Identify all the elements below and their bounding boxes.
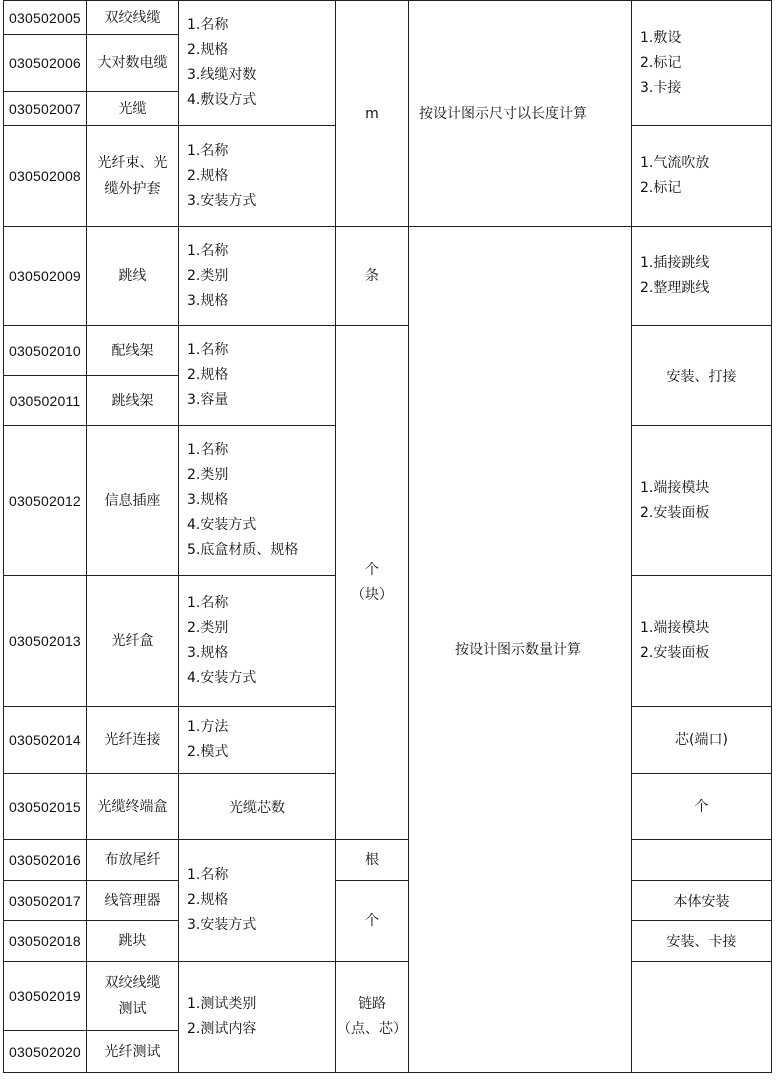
item-code: 030502013 xyxy=(4,576,87,707)
table-row xyxy=(4,227,772,326)
item-code: 030502016 xyxy=(4,840,87,881)
item-features: 光缆芯数 xyxy=(179,774,336,840)
item-features xyxy=(179,126,336,227)
item-code: 030502017 xyxy=(4,881,87,921)
item-code: 030502019 xyxy=(4,962,87,1031)
feature-line: 3.线缆对数 xyxy=(187,67,257,83)
item-code: 030502008 xyxy=(4,126,87,227)
item-code: 030502005 xyxy=(4,1,87,35)
item-name: 光纤测试 xyxy=(87,1031,179,1073)
item-name: 大对数电缆 xyxy=(87,35,179,92)
table-row xyxy=(4,881,772,921)
work-line: 2.安装面板 xyxy=(640,645,710,661)
item-name: 双绞线缆 xyxy=(87,1,179,35)
feature-line: 2.类别 xyxy=(187,620,229,636)
feature-line: 5.底盒材质、规格 xyxy=(187,542,299,558)
item-features xyxy=(179,840,336,962)
calc-rule-empty xyxy=(632,962,772,1073)
work-line: 1.端接模块 xyxy=(640,479,710,496)
feature-line: 3.规格 xyxy=(187,645,229,661)
unit-cell xyxy=(336,326,409,840)
unit-cell: 个 xyxy=(632,774,772,840)
work-line: 3.卡接 xyxy=(640,79,682,96)
item-code: 030502009 xyxy=(4,227,87,326)
item-features xyxy=(179,227,336,326)
work-line: 2.标记 xyxy=(640,54,682,71)
unit-line: 链路 xyxy=(358,996,386,1012)
work-line: 1.端接模块 xyxy=(640,620,710,636)
feature-line: 2.规格 xyxy=(187,892,229,908)
item-name: 跳块 xyxy=(87,921,179,962)
table-row xyxy=(4,840,772,881)
item-features xyxy=(179,426,336,576)
table-row xyxy=(4,962,772,1031)
feature-line: 3.容量 xyxy=(187,392,229,408)
feature-line: 3.安装方式 xyxy=(187,917,257,933)
item-code: 030502006 xyxy=(4,35,87,92)
item-name: 光缆终端盒 xyxy=(87,774,179,840)
unit-line: （块） xyxy=(351,586,393,603)
item-name: 跳线架 xyxy=(87,376,179,426)
item-name: 布放尾纤 xyxy=(87,840,179,881)
item-features xyxy=(179,962,336,1073)
feature-line: 2.模式 xyxy=(187,744,229,760)
work-content xyxy=(632,426,772,576)
item-code: 030502020 xyxy=(4,1031,87,1073)
item-code: 030502007 xyxy=(4,92,87,126)
item-name: 跳线 xyxy=(87,227,179,326)
work-content: 本体安装 xyxy=(632,881,772,921)
item-name: 光纤束、光缆外护套 xyxy=(87,126,179,227)
feature-line: 2.类别 xyxy=(187,267,229,284)
unit-cell xyxy=(336,962,409,1073)
unit-cell: m xyxy=(336,1,409,227)
item-name: 信息插座 xyxy=(87,426,179,576)
item-code: 030502011 xyxy=(4,376,87,426)
item-name: 双绞线缆测试 xyxy=(87,962,179,1031)
work-content xyxy=(632,126,772,227)
unit-line: （点、芯） xyxy=(337,1021,407,1037)
item-code: 030502012 xyxy=(4,426,87,576)
feature-line: 3.安装方式 xyxy=(187,192,257,209)
work-content xyxy=(632,576,772,707)
item-features xyxy=(179,576,336,707)
item-code: 030502015 xyxy=(4,774,87,840)
item-features xyxy=(179,1,336,126)
item-name: 光纤盒 xyxy=(87,576,179,707)
table-row xyxy=(4,1,772,35)
item-name: 光纤连接 xyxy=(87,707,179,774)
feature-line: 1.测试类别 xyxy=(187,996,257,1012)
work-line: 1.气流吹放 xyxy=(640,155,710,171)
unit-cell: 个 xyxy=(336,881,409,962)
feature-line: 4.安装方式 xyxy=(187,517,257,533)
work-content: 安装、打接 xyxy=(632,326,772,426)
feature-line: 1.方法 xyxy=(187,719,229,735)
feature-line: 1.名称 xyxy=(187,867,229,883)
feature-line: 4.敷设方式 xyxy=(187,92,257,108)
table-row xyxy=(4,326,772,376)
item-code: 030502018 xyxy=(4,921,87,962)
work-line: 2.安装面板 xyxy=(640,504,710,521)
calc-rule: 按设计图示数量计算 xyxy=(409,227,632,1073)
work-content xyxy=(632,227,772,326)
item-name: 配线架 xyxy=(87,326,179,376)
feature-line: 1.名称 xyxy=(187,595,229,611)
item-name: 光缆 xyxy=(87,92,179,126)
feature-line: 2.规格 xyxy=(187,42,229,58)
feature-line: 3.规格 xyxy=(187,492,229,508)
work-line: 2.标记 xyxy=(640,180,682,196)
feature-line: 1.名称 xyxy=(187,442,229,458)
calc-rule: 按设计图示尺寸以长度计算 xyxy=(409,1,632,227)
work-content: 安装、卡接 xyxy=(632,921,772,962)
item-features xyxy=(179,326,336,426)
unit-line: 个 xyxy=(365,561,379,578)
item-features xyxy=(179,707,336,774)
work-line: 2.整理跳线 xyxy=(640,280,710,296)
feature-line: 1.名称 xyxy=(187,17,229,33)
feature-line: 2.规格 xyxy=(187,167,229,184)
unit-cell: 条 xyxy=(336,227,409,326)
unit-cell: 芯(端口) xyxy=(632,707,772,774)
feature-line: 4.安装方式 xyxy=(187,670,257,686)
feature-line: 2.测试内容 xyxy=(187,1021,257,1037)
work-line: 1.敷设 xyxy=(640,29,682,46)
feature-line: 1.名称 xyxy=(187,142,229,159)
quota-table xyxy=(3,0,772,1073)
feature-line: 1.名称 xyxy=(187,342,229,358)
item-name: 线管理器 xyxy=(87,881,179,921)
item-code: 030502010 xyxy=(4,326,87,376)
feature-line: 2.类别 xyxy=(187,467,229,483)
work-content xyxy=(632,1,772,126)
feature-line: 1.名称 xyxy=(187,242,229,259)
feature-line: 3.规格 xyxy=(187,292,229,309)
item-code: 030502014 xyxy=(4,707,87,774)
unit-cell: 根 xyxy=(336,840,409,881)
feature-line: 2.规格 xyxy=(187,367,229,383)
work-line: 1.插接跳线 xyxy=(640,255,710,271)
